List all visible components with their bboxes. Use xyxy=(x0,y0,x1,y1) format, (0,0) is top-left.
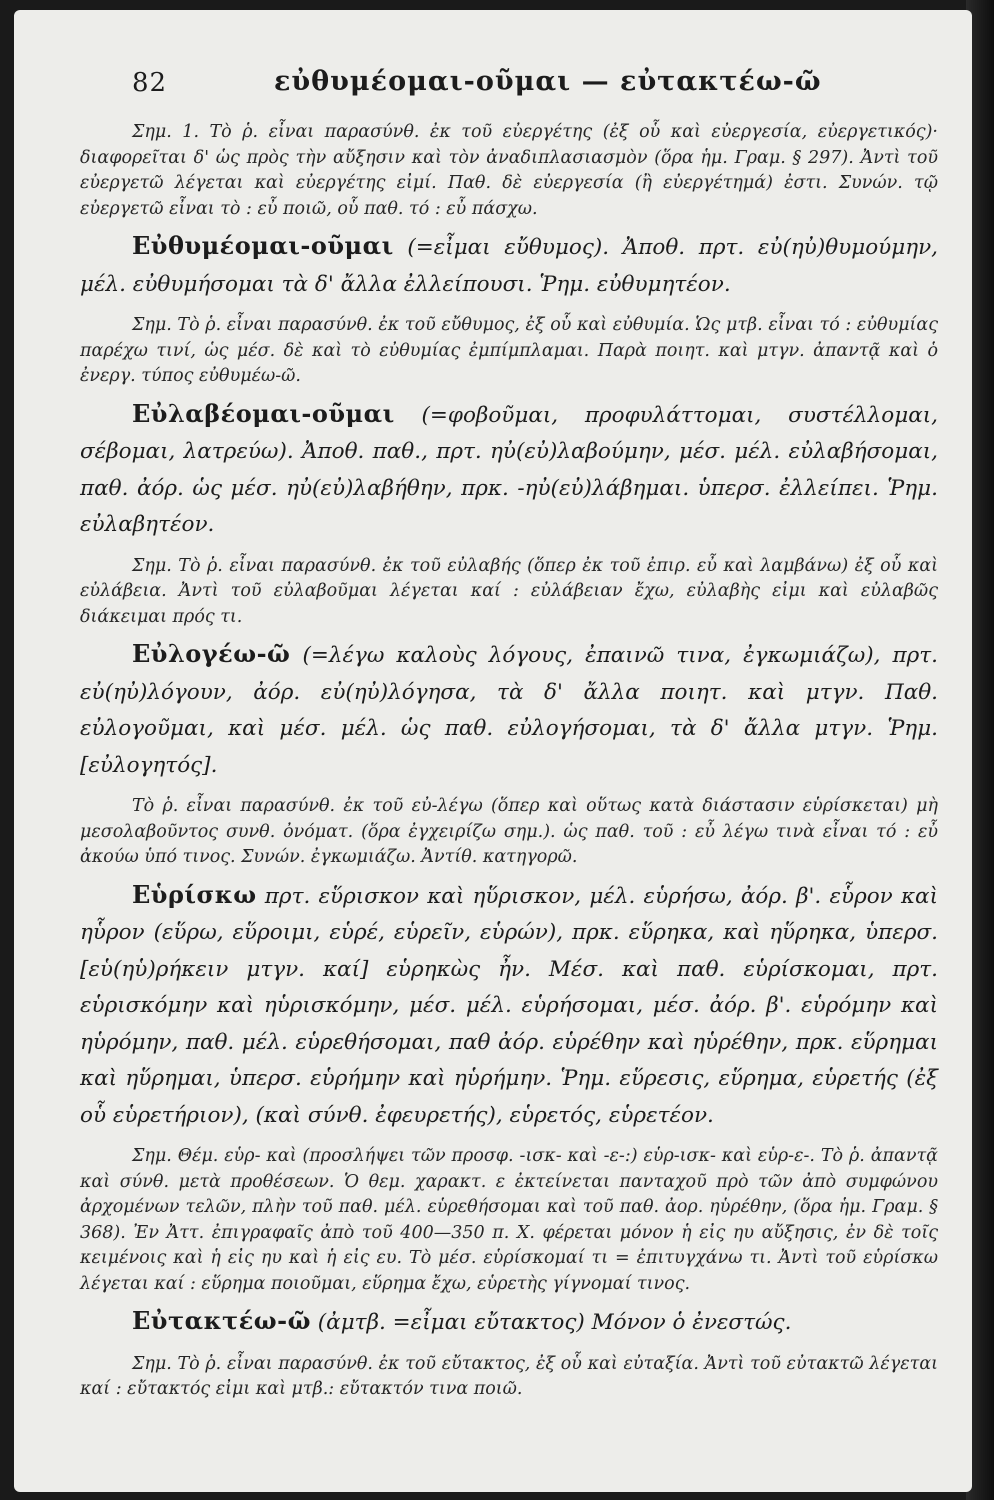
note-euergeteo xyxy=(80,120,938,222)
running-head: εὐθυμέομαι-οῦμαι — εὐτακτέω-ῶ xyxy=(274,66,822,97)
entry-text: (=φοβοῦμαι, προφυλάττομαι, συστέλλομαι, σέβομαι, λατρεύω). Ἀποθ. παθ., πρτ. ηὐ(εὐ)λαβούμην, μέσ. μέλ. εὐλαβήσομαι, παθ. ἀόρ. ὡς μέσ. ηὐ(εὐ)λαβήθην, πρκ. -ηὐ(εὐ)λάβημαι. ὑπερσ. ἐλλείπει. Ῥημ. εὐλαβητέον. xyxy=(80,402,938,537)
note-eutakteo xyxy=(80,1352,938,1403)
entry-lemma: Εὐλαβέομαι-οῦμαι xyxy=(132,398,395,428)
note-text: Τὸ ῥ. εἶναι παρασύνθ. ἐκ τοῦ εὐ-λέγω (ὅπερ καὶ οὕτως κατὰ διάστασιν εὑρίσκεται) μὴ μεσολαβοῦντος συνθ. ὀνόματ. (ὅρα ἐγχειρίζω σημ.). ὡς παθ. τοῦ : εὖ λέγω τινὰ εἶναι τό : εὖ ἀκούω ὑπό τινος. Συνών. ἐγκωμιάζω. Ἀντίθ. κατηγορῶ. xyxy=(80,796,938,867)
entry-lemma: Εὐλογέω-ῶ xyxy=(132,639,291,668)
page-number: 82 xyxy=(132,68,168,98)
page-header xyxy=(80,66,938,110)
note-eulogeo xyxy=(80,794,938,871)
entry-text: (=λέγω καλοὺς λόγους, ἐπαινῶ τινα, ἐγκωμιάζω), πρτ. εὐ(ηὐ)λόγουν, ἀόρ. εὐ(ηὐ)λόγησα, τὰ δ' ἄλλα ποιητ. καὶ μτγν. Παθ. εὐλογοῦμαι, καὶ μέσ. μέλ. ὡς παθ. εὐλογήσομαι, τὰ δ' ἄλλα μτγν. Ῥημ. [εὐλογητός]. xyxy=(80,643,939,778)
entry-lemma: Εὐτακτέω-ῶ xyxy=(132,1306,311,1335)
entry-euthymeomai xyxy=(80,228,938,303)
entry-eulabeomai xyxy=(80,396,938,544)
note-text: Σημ. 1. Τὸ ῥ. εἶναι παρασύνθ. ἐκ τοῦ εὐεργέτης (ἐξ οὗ καὶ εὐεργεσία, εὐεργετικός)· διαφορεῖται δ' ὡς πρὸς τὴν αὔξησιν καὶ τὸν ἀναδιπλασιασμὸν (ὅρα ἡμ. Γραμ. § 297). Ἀντὶ τοῦ εὐεργετῶ λέγεται καὶ εὐεργέτης εἰμί. Παθ. δὲ εὐεργεσία (ἢ εὐεργέτημά) ἐστι. Συνών. τῷ εὐεργετῶ εἶναι τὸ : εὖ ποιῶ, οὗ παθ. τό : εὖ πάσχω. xyxy=(80,122,938,219)
book-page xyxy=(14,10,972,1492)
page-content xyxy=(80,66,938,1403)
note-text: Σημ. Τὸ ῥ. εἶναι παρασύνθ. ἐκ τοῦ εὔθυμος, ἐξ οὗ καὶ εὐθυμία. Ὡς μτβ. εἶναι τό : εὐθυμίας παρέχω τινί, ὡς μέσ. δὲ καὶ τὸ εὐθυμίας ἐμπίμπλαμαι. Παρὰ ποιητ. καὶ μτγν. ἀπαντᾷ καὶ ὁ ἐνεργ. τύπος εὐθυμέω-ῶ. xyxy=(80,315,938,386)
note-heurisko xyxy=(80,1144,938,1297)
entry-lemma: Εὑρίσκω xyxy=(132,879,257,909)
entry-lemma: Εὐθυμέομαι-οῦμαι xyxy=(132,231,394,260)
note-euthymeomai xyxy=(80,313,938,390)
entry-text: (ἀμτβ. =εἶμαι εὔτακτος) Μόνον ὁ ἐνεστώς. xyxy=(317,1310,792,1335)
note-eulabeomai xyxy=(80,554,938,631)
entry-text: πρτ. εὕρισκον καὶ ηὕρισκον, μέλ. εὑρήσω, ἀόρ. β'. εὗρον καὶ ηὗρον (εὕρω, εὕροιμι, εὑρέ, εὑρεῖν, εὑρών), πρκ. εὕρηκα, καὶ ηὕρηκα, ὑπερσ. [εὑ(ηὑ)ρήκειν μτγν. καί] εὑρηκὼς ἦν. Μέσ. καὶ παθ. εὑρίσκομαι, πρτ. εὑρισκόμην καὶ ηὑρισκόμην, μέσ. μέλ. εὑρήσομαι, μέσ. ἀόρ. β'. εὑρόμην καὶ ηὑρόμην, παθ. μέλ. εὑρεθήσομαι, παθ ἀόρ. εὑρέθην καὶ ηὑρέθην, πρκ. εὕρημαι καὶ ηὕρημαι, ὑπερσ. εὑρήμην καὶ ηὑρήμην. Ῥημ. εὕρεσις, εὕρημα, εὑρετής (ἐξ οὗ εὑρετήριον), (καὶ σύνθ. ἐφευρετής), εὑρετός, εὑρετέον. xyxy=(80,883,938,1128)
entry-eutakteo xyxy=(80,1303,938,1342)
note-text: Σημ. Τὸ ῥ. εἶναι παρασύνθ. ἐκ τοῦ εὐλαβής (ὅπερ ἐκ τοῦ ἐπιρ. εὖ καὶ λαμβάνω) ἐξ οὗ καὶ εὐλάβεια. Ἀντὶ τοῦ εὐλαβοῦμαι λέγεται καί : εὐλάβειαν ἔχω, εὐλαβὴς εἰμι καὶ εὐλαβῶς διάκειμαι πρός τι. xyxy=(80,555,938,627)
entry-eulogeo xyxy=(80,636,938,784)
entry-heurisko xyxy=(80,877,938,1135)
entry-text: (=εἶμαι εὔθυμος). Ἀποθ. πρτ. εὐ(ηὐ)θυμούμην, μέλ. εὐθυμήσομαι τὰ δ' ἄλλα ἐλλείπουσι. Ῥημ. εὐθυμητέον. xyxy=(80,235,938,297)
note-text: Σημ. Τὸ ῥ. εἶναι παρασύνθ. ἐκ τοῦ εὔτακτος, ἐξ οὗ καὶ εὐταξία. Ἀντὶ τοῦ εὐτακτῶ λέγεται καί : εὔτακτός εἰμι καὶ μτβ.: εὔτακτόν τινα ποιῶ. xyxy=(80,1353,938,1399)
note-text: Σημ. Θέμ. εὑρ- καὶ (προσλήψει τῶν προσφ. -ισκ- καὶ -ε-:) εὑρ-ισκ- καὶ εὑρ-ε-. Τὸ ῥ. ἀπαντᾷ καὶ σύνθ. μετὰ προθέσεων. Ὁ θεμ. χαρακτ. ε ἐκτείνεται πανταχοῦ πρὸ τῶν ἀπὸ συμφώνου ἀρχομένων τελῶν, πλὴν τοῦ παθ. μέλ. εὑρεθήσομαι καὶ τοῦ παθ. ἀορ. ηὑρέθην, (ὅρα ἡμ. Γραμ. § 368). Ἐν Ἀττ. ἐπιγραφαῖς ἀπὸ τοῦ 400—350 π. Χ. φέρεται μόνον ἡ εἰς ηυ αὔξησις, ἐν δὲ τοῖς κειμένοις καὶ ἡ εἰς ηυ καὶ ἡ εἰς ευ. Τὸ μέσ. εὑρίσκομαί τι = ἐπιτυγχάνω τι. Ἀντὶ τοῦ εὑρίσκω λέγεται καί : εὕρημα ποιοῦμαι, εὕρημα ἔχω, εὑρετὴς γίγνομαί τινος. xyxy=(80,1146,938,1294)
